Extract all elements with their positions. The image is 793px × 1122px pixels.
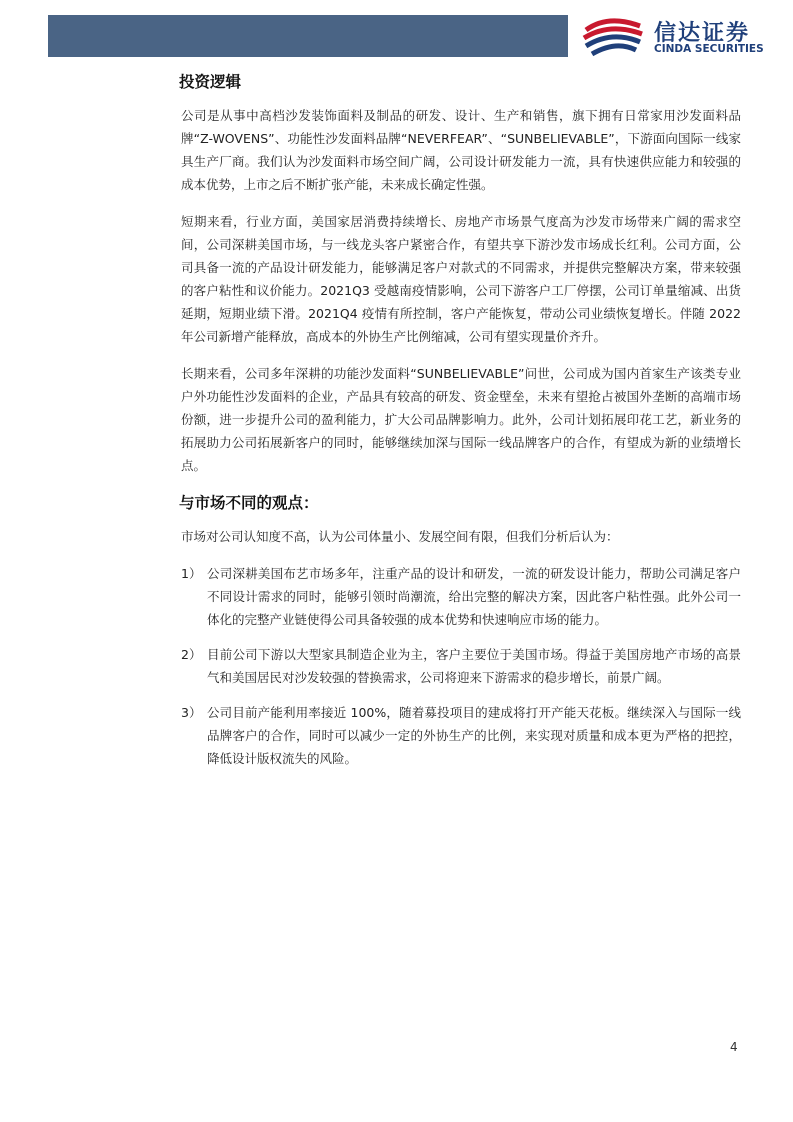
list-text: 公司目前产能利用率接近 100%，随着募投项目的建成将打开产能天花板。继续深入与国际一线品牌客户的合作，同时可以减少一定的外协生产的比例，来实现对质量和成本更为严格的把控，降低设计版权流失的风险。 xyxy=(207,705,741,766)
header-bar xyxy=(48,15,568,57)
logo-chinese-name: 信达证券 xyxy=(654,21,751,46)
list-number: 2） xyxy=(181,647,202,662)
list-text: 目前公司下游以大型家具制造企业为主，客户主要位于美国市场。得益于美国房地产市场的高景气和美国居民对沙发较强的替换需求，公司将迎来下游需求的稳步增长，前景广阔。 xyxy=(207,647,741,685)
list-number: 1） xyxy=(181,566,202,581)
paragraph: 长期来看，公司多年深耕的功能沙发面料“SUNBELIEVABLE”问世，公司成为国内首家生产该类专业户外功能性沙发面料的企业，产品具有较高的研发、资金壁垒，未来有望抢占被国外垄断的高端市场份额，进一步提升公司的盈利能力，扩大公司品牌影响力。此外，公司计划拓展印花工艺，新业务的拓展助力公司拓展新客户的同时，能够继续加深与国际一线品牌客户的合作，有望成为新的业绩增长点。 xyxy=(181,366,741,473)
cinda-logo-icon xyxy=(578,12,648,62)
list-number: 3） xyxy=(181,705,202,720)
list-item xyxy=(181,562,741,631)
section-title-different-view: 与市场不同的观点： xyxy=(179,494,319,512)
report-content xyxy=(181,70,741,782)
paragraph: 公司是从事中高档沙发装饰面料及制品的研发、设计、生产和销售，旗下拥有日常家用沙发面料品牌“Z-WOVENS”、功能性沙发面料品牌“NEVERFEAR”、“SUNBELIEVABLE”，下游面向国际一线家具生产厂商。我们认为沙发面料市场空间广阔，公司设计研发能力一流，具有快速供应能力和较强的成本优势，上市之后不断扩张产能，未来成长确定性强。 xyxy=(181,108,741,192)
logo-english-name: CINDA SECURITIES xyxy=(654,43,764,55)
cinda-logo xyxy=(578,12,778,62)
list-item xyxy=(181,701,741,770)
list-item xyxy=(181,643,741,689)
section-intro: 市场对公司认知度不高，认为公司体量小、发展空间有限，但我们分析后认为： xyxy=(181,529,619,544)
list-text: 公司深耕美国布艺市场多年，注重产品的设计和研发，一流的研发设计能力，帮助公司满足客户不同设计需求的同时，能够引领时尚潮流，给出完整的解决方案，因此客户粘性强。此外公司一体化的完整产业链使得公司具备较强的成本优势和快速响应市场的能力。 xyxy=(207,566,741,627)
paragraph: 短期来看，行业方面，美国家居消费持续增长、房地产市场景气度高为沙发市场带来广阔的需求空间，公司深耕美国市场，与一线龙头客户紧密合作，有望共享下游沙发市场成长红利。公司方面，公司具备一流的产品设计研发能力，能够满足客户对款式的不同需求，并提供完整解决方案，带来较强的客户粘性和议价能力。2021Q3 受越南疫情影响，公司下游客户工厂停摆，公司订单量缩减、出货延期，短期业绩下滑。2021Q4 疫情有所控制，客户产能恢复，带动公司业绩恢复增长。伴随 2022 年公司新增产能释放，高成本的外协生产比例缩减，公司有望实现量价齐升。 xyxy=(181,214,741,344)
section-title-investment-logic: 投资逻辑 xyxy=(179,73,242,91)
page-number: 4 xyxy=(730,1040,738,1054)
